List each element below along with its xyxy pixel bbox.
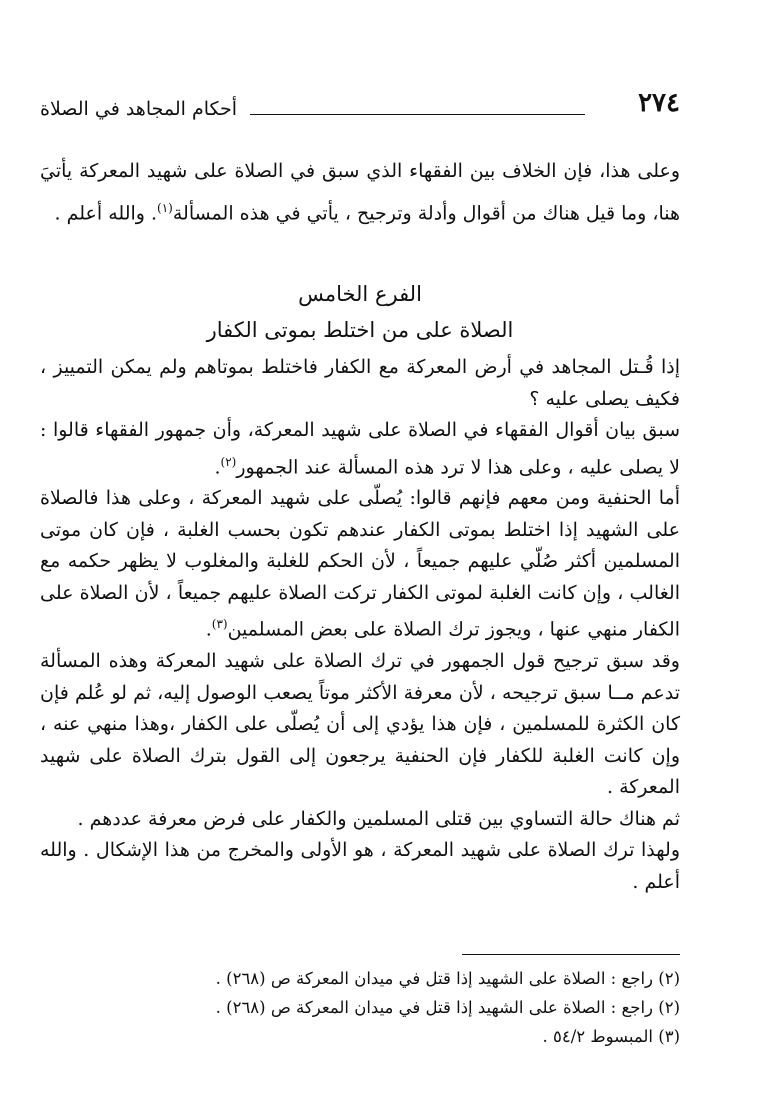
paragraph [40,646,680,804]
paragraph-tail: . [205,618,212,641]
intro-text: وعلى هذا، فإن الخلاف بين الفقهاء الذي سبق في الصلاة على شهيد المعركة يأتيَ هنا، وما قيل هناك من أقوال وأدلة وترجيح ، يأتي في هذه المسألة [40,160,680,225]
paragraph [40,483,680,646]
paragraph-text: سبق بيان أقوال الفقهاء في الصلاة على شهيد المعركة، وأن جمهور الفقهاء قالوا : لا يصلى عليه ، وعلى هذا لا ترد هذه المسألة عند الجمهور [40,419,680,478]
footnote: (٢) راجع : الصلاة على الشهيد إذا قتل في ميدان المعركة ص (٢٦٨) . [215,969,680,988]
paragraph-tail: . [214,455,221,478]
branch-title: الفرع الخامس [298,282,422,306]
paragraph-text: ثم هناك حالة التساوي بين قتلى المسلمين والكفار على فرض معرفة عددهم . [77,807,680,830]
footnote: (٣) المبسوط ٥٤/٢ . [542,1027,680,1046]
paragraph [40,415,680,483]
section-subtitle: الصلاة على من اختلط بموتى الكفار [206,318,514,342]
paragraph [40,352,680,415]
intro-paragraph [40,153,680,232]
running-header [40,88,680,128]
footnote-separator [462,954,680,955]
header-rule [250,114,585,115]
paragraph-text: إذا قُـتل المجاهد في أرض المعركة مع الكفار فاختلط بموتاهم ولم يمكن التمييز ، فكيف يصلى عليه ؟ [40,356,680,410]
footnote: (٢) راجع : الصلاة على الشهيد إذا قتل في ميدان المعركة ص (٢٦٨) . [215,998,680,1017]
paragraph-text: ولهذا ترك الصلاة على شهيد المعركة ، هو الأولى والمخرج من هذا الإشكال . والله أعلم . [40,839,680,893]
page-number: ٢٧٤ [638,88,680,118]
footnote-marker: (٢) [220,454,237,469]
paragraph-text: وقد سبق ترجيح قول الجمهور في ترك الصلاة على شهيد المعركة وهذه المسألة تدعم مــا سبق ترجيحه ، لأن معرفة الأكثر موتاً يصعب الوصول إليه، ثم لو عُلم فإن كان الكثرة للمسلمين ، فإن هذا يؤدي إلى أن يُصلّى على الكفار ،وهذا منهي عنه ، وإن كانت الغلبة للكفار فإن الحنفية يرجعون إلى القول بترك الصلاة على شهيد المعركة . [40,650,680,799]
footnote-marker: (١) [157,201,173,215]
paragraph [40,835,680,898]
paragraph [40,804,680,836]
main-text [40,352,680,898]
paragraph-text: أما الحنفية ومن معهم فإنهم قالوا: يُصلّى على شهيد المعركة ، وعلى هذا فالصلاة على الشهيد إذا اختلط بموتى الكفار عندهم تكون بحسب الغلبة ، فإن كان موتى المسلمين أكثر صُلّي عليهم جميعاً ، لأن الحكم للغلبة والمغلوب لا يظهر حكمه مع الغالب ، وإن كانت الغلبة لموتى الكفار تركت الصلاة عليهم جميعاً ، لأن الصلاة على الكفار منهي عنها ، ويجوز ترك الصلاة على بعض المسلمين [40,487,680,641]
footnotes [40,964,680,1051]
running-title: أحكام المجاهد في الصلاة [40,98,238,120]
footnote-marker: (٣) [211,617,228,632]
intro-tail: . والله أعلم . [54,202,158,225]
